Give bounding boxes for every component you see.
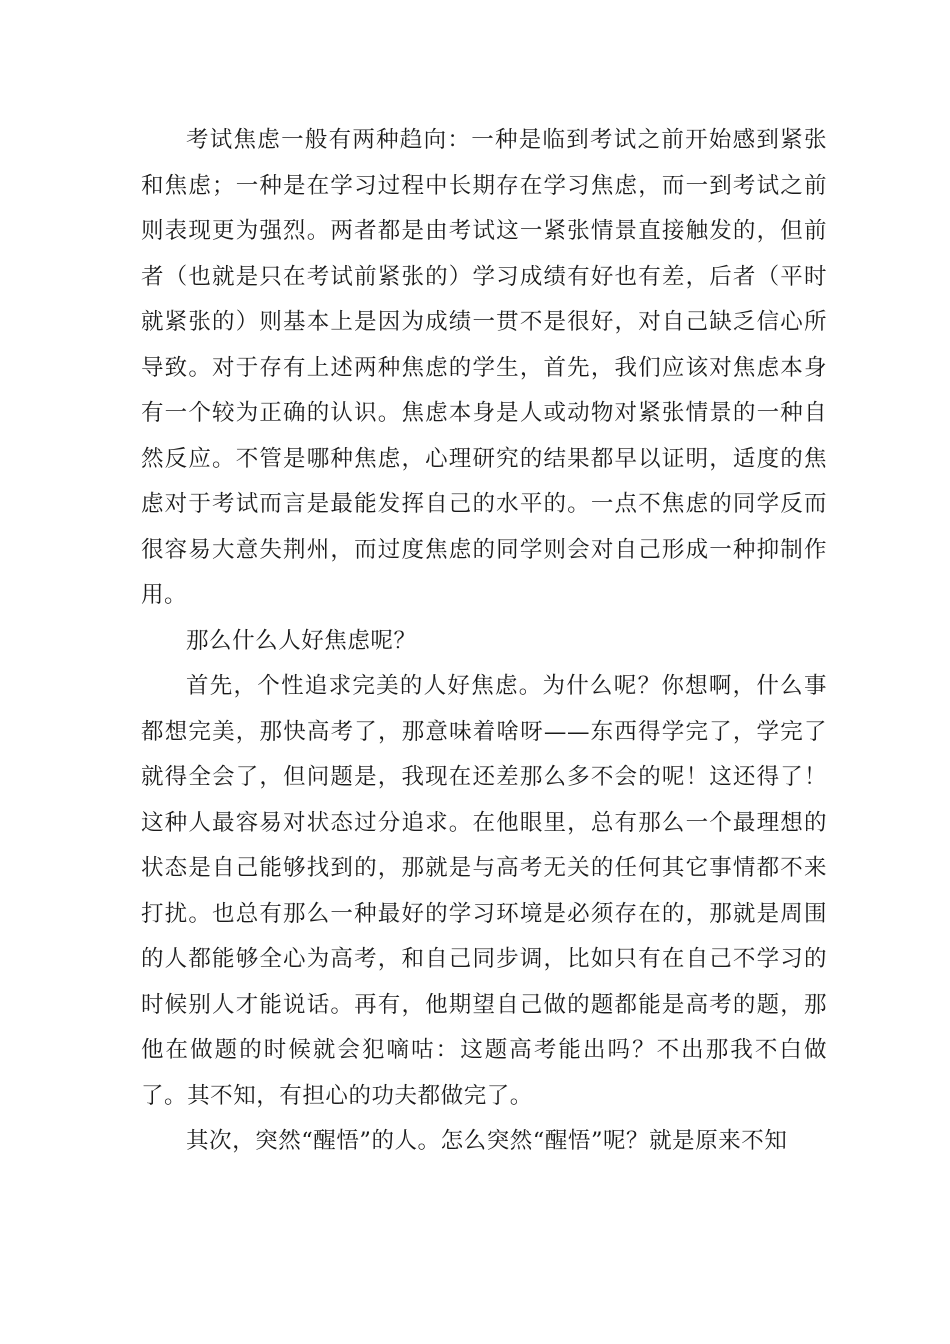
paragraph-sudden-awakening: 其次，突然“醒悟”的人。怎么突然“醒悟”呢？就是原来不知 (186, 1128, 788, 1154)
paragraph-exam-anxiety: 考试焦虑一般有两种趋向：一种是临到考试之前开始感到紧张和焦虑；一种是在学习过程中长期存在学习焦虑，而一到考试之前则表现更为强烈。两者都是由考试这一紧张情景直接触发的，但前者（也就是只在考试前紧张的）学习成绩有好也有差，后者（平时就紧张的）则基本上是因为成绩一贯不是很好，对自己缺乏信心所导致。对于存有上述两种焦虑的学生，首先，我们应该对焦虑本身有一个较为正确的认识。焦虑本身是人或动物对紧张情景的一种自然反应。不管是哪种焦虑，心理研究的结果都早以证明，适度的焦虑对于考试而言是最能发挥自己的水平的。一点不焦虑的同学反而很容易大意失荆州，而过度焦虑的同学则会对自己形成一种抑制作用。 (141, 127, 827, 608)
paragraph-question: 那么什么人好焦虑呢？ (186, 627, 417, 654)
paragraph-perfectionist: 首先，个性追求完美的人好焦虑。为什么呢？你想啊，什么事都想完美，那快高考了，那意味着啥呀——东西得学完了，学完了就得全会了，但问题是，我现在还差那么多不会的呢！这还得了！这种人最容易对状态过分追求。在他眼里，总有那么一个最理想的状态是自己能够找到的，那就是与高考无关的任何其它事情都不来打扰。也总有那么一种最好的学习环境是必须存在的，那就是周围的人都能够全心为高考，和自己同步调，比如只有在自己不学习的时候别人才能说话。再有，他期望自己做的题都能是高考的题，那他在做题的时候就会犯嘀咕：这题高考能出吗？不出那我不白做了。其不知，有担心的功夫都做完了。 (141, 673, 827, 1109)
document-body (141, 118, 827, 1165)
